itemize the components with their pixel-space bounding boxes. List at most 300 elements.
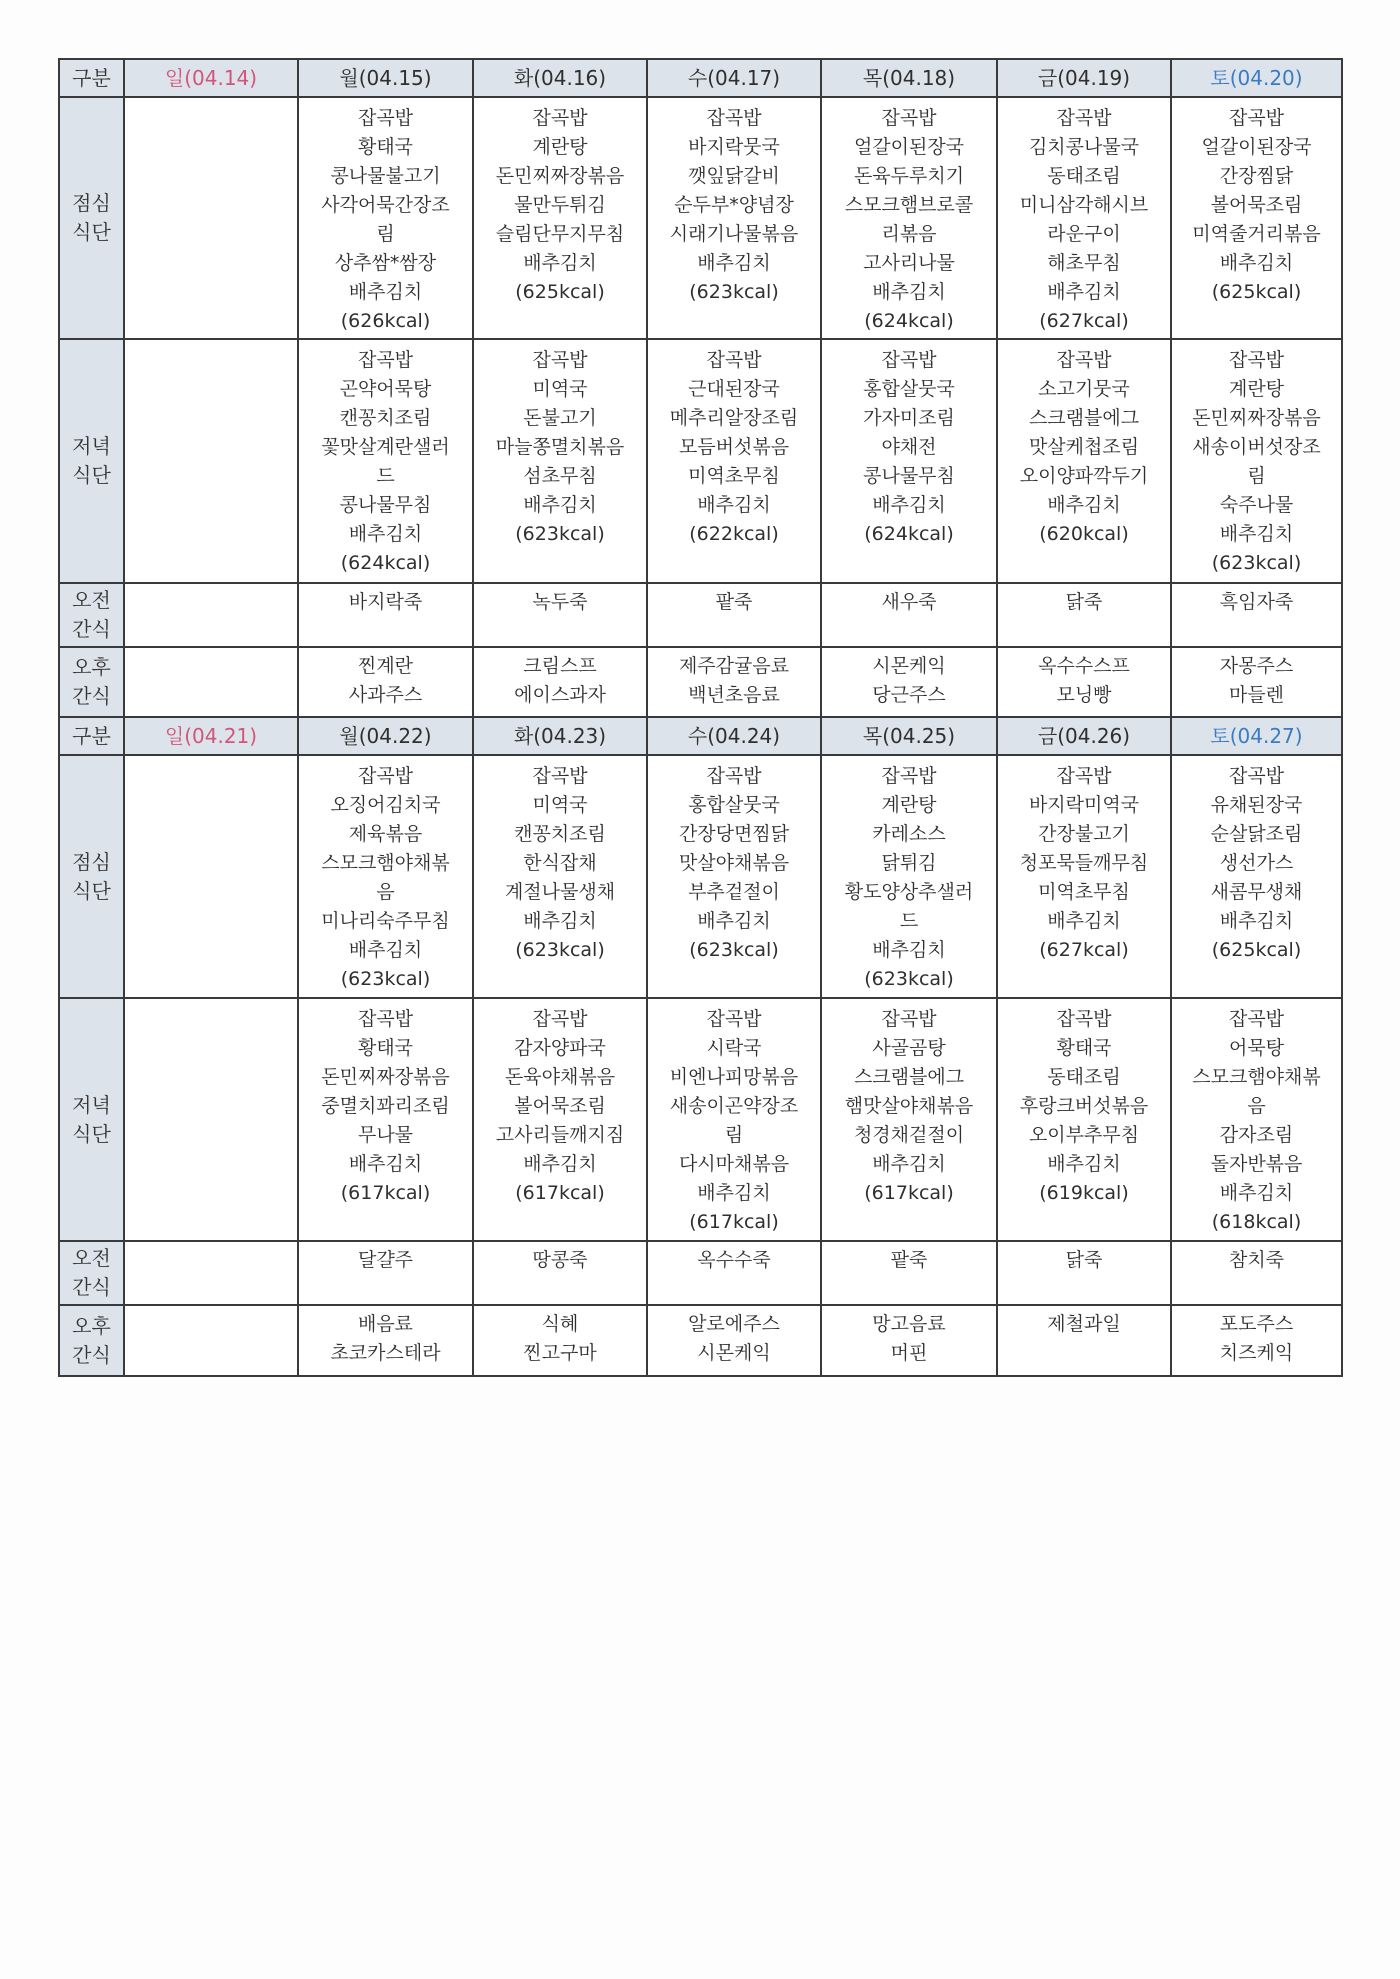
menu-item: 돈민찌짜장볶음	[1192, 407, 1321, 429]
menu-item: 자몽주스	[1219, 655, 1294, 677]
menu-item: 미역국	[532, 794, 588, 816]
menu-cell	[647, 1305, 821, 1376]
menu-cell	[647, 1241, 821, 1305]
menu-item: 새송이버섯장조	[1192, 436, 1321, 458]
menu-cell	[1171, 97, 1342, 339]
menu-cell	[997, 97, 1171, 339]
menu-item: 계란탕	[1228, 378, 1285, 400]
menu-cell	[298, 583, 473, 647]
menu-item: 잡곡밥	[1056, 765, 1112, 787]
menu-item: 흑임자죽	[1219, 591, 1294, 613]
menu-cell	[821, 97, 997, 339]
menu-item: 슬림단무지무침	[495, 223, 625, 245]
menu-item: 스모크햄브로콜	[844, 194, 974, 216]
menu-item: 콩나물무침	[339, 494, 432, 516]
day-header: 목(04.18)	[821, 59, 997, 97]
menu-item: 잡곡밥	[881, 1008, 937, 1030]
menu-item: 팥죽	[715, 591, 753, 613]
menu-item: 곤약어묵탕	[339, 378, 432, 400]
menu-item: 새우죽	[881, 591, 937, 613]
menu-item: 바지락죽	[348, 591, 423, 613]
menu-item: (624kcal)	[340, 552, 431, 574]
lunch-label	[59, 97, 124, 339]
menu-item: 돈육야채볶음	[504, 1066, 616, 1088]
menu-item: 돌자반볶음	[1210, 1153, 1303, 1175]
menu-item: 비엔나피망볶음	[669, 1066, 799, 1088]
label-line: 점심	[72, 849, 111, 874]
dinner-row	[59, 339, 1342, 583]
menu-item: 김치콩나물국	[1028, 136, 1140, 158]
menu-item: 야채전	[881, 436, 937, 458]
menu-item: 오이양파깍두기	[1019, 465, 1149, 487]
menu-item: 배추김치	[1047, 1153, 1121, 1175]
menu-item: 초코카스테라	[330, 1342, 441, 1364]
menu-item: 홍합살뭇국	[688, 794, 780, 816]
menu-item: 유채된장국	[1210, 794, 1303, 816]
menu-cell	[647, 647, 821, 717]
menu-item: 망고음료	[872, 1313, 946, 1335]
menu-item: 배추김치	[872, 494, 946, 516]
menu-item: (623kcal)	[689, 939, 779, 961]
menu-item: 근대된장국	[688, 378, 780, 400]
menu-cell	[298, 998, 473, 1241]
menu-item: 소고기뭇국	[1038, 378, 1130, 400]
menu-item: 치즈케익	[1219, 1342, 1294, 1364]
label-line: 간식	[72, 1342, 111, 1367]
lunch-label	[59, 755, 124, 998]
menu-item: (626kcal)	[340, 310, 431, 332]
menu-item: 시래기나물볶음	[669, 223, 799, 245]
day-header: 금(04.26)	[997, 717, 1171, 755]
menu-item: 찐계란	[357, 655, 414, 677]
menu-item: 제철과일	[1047, 1313, 1121, 1335]
menu-item: (625kcal)	[515, 281, 605, 303]
menu-item: (624kcal)	[864, 310, 954, 332]
menu-item: 배추김치	[872, 281, 946, 303]
menu-item: 잡곡밥	[357, 107, 414, 129]
menu-item: 배추김치	[348, 281, 423, 303]
menu-item: (627kcal)	[1039, 310, 1129, 332]
menu-item: (618kcal)	[1211, 1211, 1302, 1233]
menu-item: 잡곡밥	[881, 349, 937, 371]
menu-cell	[821, 583, 997, 647]
menu-item: 계란탕	[532, 136, 588, 158]
menu-item: 림	[376, 223, 395, 245]
menu-item: 모듬버섯볶음	[678, 436, 790, 458]
menu-item: 계절나물생채	[504, 881, 616, 903]
menu-cell	[1171, 1241, 1342, 1305]
menu-item: 식혜	[541, 1313, 579, 1335]
menu-item: 잡곡밥	[881, 765, 937, 787]
menu-cell	[124, 339, 298, 583]
day-header: 수(04.17)	[647, 59, 821, 97]
menu-item: 청경채겉절이	[853, 1124, 965, 1146]
menu-cell	[821, 339, 997, 583]
menu-item: 사과주스	[348, 684, 423, 706]
menu-cell	[473, 1305, 647, 1376]
menu-item: (623kcal)	[340, 968, 431, 990]
menu-cell	[647, 998, 821, 1241]
menu-item: 배추김치	[872, 939, 946, 961]
menu-cell	[124, 97, 298, 339]
menu-item: 배추김치	[1047, 281, 1121, 303]
menu-item: (625kcal)	[1211, 281, 1302, 303]
menu-item: 림	[724, 1124, 744, 1146]
menu-item: (623kcal)	[864, 968, 954, 990]
menu-item: 새콤무생채	[1210, 881, 1303, 903]
menu-item: 리볶음	[881, 223, 937, 245]
menu-item: 배추김치	[523, 910, 597, 932]
dinner-label	[59, 998, 124, 1241]
menu-item: 잡곡밥	[1056, 107, 1112, 129]
menu-item: 음	[1247, 1095, 1266, 1117]
menu-item: 미역줄거리볶음	[1192, 223, 1321, 245]
menu-item: 미나리숙주무침	[321, 910, 450, 932]
day-header: 일(04.14)	[124, 59, 298, 97]
menu-cell	[997, 998, 1171, 1241]
label-line: 오전	[72, 1246, 111, 1270]
menu-cell	[124, 755, 298, 998]
menu-item: (623kcal)	[515, 523, 605, 545]
label-line: 식단	[72, 878, 111, 903]
menu-item: 배추김치	[697, 910, 771, 932]
menu-item: 드	[899, 910, 919, 932]
menu-item: 배추김치	[697, 1182, 771, 1204]
menu-item: 캔꽁치조림	[514, 823, 606, 845]
meal-plan-table	[58, 58, 1343, 1377]
label-line: 식단	[72, 1121, 111, 1146]
menu-item: 배추김치	[523, 252, 597, 274]
afternoon-snack-row	[59, 647, 1342, 717]
menu-item: (617kcal)	[515, 1182, 605, 1204]
menu-item: 잡곡밥	[357, 1008, 414, 1030]
afternoon-snack-label	[59, 647, 124, 717]
menu-item: 팥죽	[890, 1249, 928, 1271]
menu-item: 바지락뭇국	[688, 136, 780, 158]
menu-item: 감자양파국	[514, 1037, 606, 1059]
menu-item: 백년초음료	[688, 684, 780, 706]
menu-item: (620kcal)	[1039, 523, 1129, 545]
menu-item: 잡곡밥	[532, 107, 588, 129]
menu-item: 배추김치	[1219, 910, 1294, 932]
menu-item: 잡곡밥	[706, 349, 762, 371]
menu-item: 참치죽	[1228, 1249, 1285, 1271]
menu-item: 머핀	[890, 1342, 928, 1364]
menu-item: (617kcal)	[689, 1211, 779, 1233]
menu-item: 배추김치	[1219, 252, 1294, 274]
menu-item: 중멸치꽈리조림	[321, 1095, 450, 1117]
menu-item: 드	[376, 465, 395, 487]
menu-item: 미니삼각해시브	[1019, 194, 1149, 216]
menu-item: 잡곡밥	[1056, 349, 1112, 371]
menu-item: 닭튀김	[881, 852, 937, 874]
label-line: 저녁	[72, 1092, 111, 1117]
menu-item: (622kcal)	[689, 523, 779, 545]
menu-item: 깻잎닭갈비	[688, 165, 780, 187]
menu-item: 사골곰탕	[872, 1037, 946, 1059]
menu-item: 무나물	[357, 1124, 414, 1146]
menu-cell	[821, 998, 997, 1241]
menu-cell	[647, 583, 821, 647]
menu-item: 시락국	[706, 1037, 762, 1059]
menu-cell	[997, 339, 1171, 583]
menu-cell	[298, 339, 473, 583]
menu-item: 생선가스	[1219, 852, 1294, 874]
menu-item: 잡곡밥	[706, 107, 762, 129]
menu-item: 돈민찌짜장볶음	[495, 165, 625, 187]
menu-item: 꽃맛살계란샐러	[321, 436, 450, 458]
day-header: 화(04.16)	[473, 59, 647, 97]
menu-item: 돈민찌짜장볶음	[321, 1066, 450, 1088]
menu-item: 섬초무침	[523, 465, 597, 487]
menu-item: 마들렌	[1228, 684, 1285, 706]
menu-item: 콩나물불고기	[330, 165, 441, 187]
menu-item: 감자조림	[1219, 1124, 1294, 1146]
label-line: 식단	[72, 463, 111, 487]
label-line: 오전	[72, 588, 111, 612]
menu-item: 순살닭조림	[1210, 823, 1303, 845]
menu-cell	[1171, 998, 1342, 1241]
day-header: 일(04.21)	[124, 717, 298, 755]
menu-item: (627kcal)	[1039, 939, 1129, 961]
morning-snack-row	[59, 583, 1342, 647]
menu-item: 배추김치	[523, 494, 597, 516]
menu-item: 림	[1247, 465, 1266, 487]
menu-cell	[473, 755, 647, 998]
morning-snack-row	[59, 1241, 1342, 1305]
menu-item: (623kcal)	[515, 939, 605, 961]
menu-item: 땅콩죽	[532, 1249, 588, 1271]
menu-item: 시몬케익	[872, 655, 946, 677]
menu-item: 잡곡밥	[1228, 765, 1285, 787]
menu-cell	[647, 755, 821, 998]
menu-item: 간장불고기	[1038, 823, 1130, 845]
menu-item: 크림스프	[523, 655, 597, 677]
menu-item: 잡곡밥	[357, 349, 414, 371]
menu-cell	[298, 647, 473, 717]
menu-item: 메추리알장조림	[669, 407, 799, 429]
menu-item: 스모크햄야채볶	[1192, 1066, 1321, 1088]
menu-item: (625kcal)	[1211, 939, 1302, 961]
menu-cell	[997, 1305, 1171, 1376]
menu-cell	[647, 339, 821, 583]
menu-cell	[124, 647, 298, 717]
menu-item: 카레소스	[872, 823, 946, 845]
menu-item: 돈육두루치기	[853, 165, 965, 187]
menu-item: 새송이곤약장조	[669, 1095, 799, 1117]
menu-cell	[298, 1241, 473, 1305]
label-line: 오후	[72, 655, 111, 679]
menu-item: 스크램블에그	[853, 1066, 965, 1088]
menu-item: 고사리나물	[863, 252, 955, 274]
menu-item: 당근주스	[872, 684, 946, 706]
menu-cell	[298, 97, 473, 339]
menu-item: 배추김치	[1219, 1182, 1294, 1204]
menu-cell	[1171, 583, 1342, 647]
category-header: 구분	[59, 59, 124, 97]
menu-item: 포도주스	[1219, 1313, 1294, 1335]
menu-item: 캔꽁치조림	[339, 407, 432, 429]
menu-item: 스모크햄야채볶	[321, 852, 450, 874]
label-line: 식단	[72, 220, 111, 244]
menu-cell	[1171, 755, 1342, 998]
morning-snack-label	[59, 583, 124, 647]
menu-item: 잡곡밥	[706, 1008, 762, 1030]
menu-item: 바지락미역국	[1028, 794, 1140, 816]
menu-item: 배추김치	[697, 252, 771, 274]
menu-item: 순두부*양념장	[674, 194, 794, 216]
menu-cell	[821, 1241, 997, 1305]
menu-cell	[124, 998, 298, 1241]
menu-item: 황태국	[1056, 1037, 1112, 1059]
menu-item: 옥수수스프	[1038, 655, 1130, 677]
menu-item: 볼어묵조림	[1210, 194, 1303, 216]
menu-item: 잡곡밥	[357, 765, 414, 787]
afternoon-snack-label	[59, 1305, 124, 1376]
menu-item: 후랑크버섯볶음	[1019, 1095, 1149, 1117]
label-line: 간식	[72, 617, 111, 641]
lunch-row	[59, 755, 1342, 998]
menu-cell	[1171, 339, 1342, 583]
menu-cell	[821, 1305, 997, 1376]
menu-item: 에이스과자	[514, 684, 606, 706]
menu-item: 간장찜닭	[1219, 165, 1294, 187]
menu-item: 잡곡밥	[1056, 1008, 1112, 1030]
lunch-row	[59, 97, 1342, 339]
menu-item: 미역초무침	[688, 465, 780, 487]
menu-item: 녹두죽	[532, 591, 588, 613]
menu-cell	[997, 755, 1171, 998]
menu-item: 황도양상추샐러	[844, 881, 974, 903]
menu-item: 맛살야채볶음	[678, 852, 790, 874]
menu-item: 잡곡밥	[1228, 349, 1285, 371]
menu-item: 음	[376, 881, 395, 903]
day-header: 토(04.27)	[1171, 717, 1342, 755]
day-header: 목(04.25)	[821, 717, 997, 755]
day-header: 월(04.15)	[298, 59, 473, 97]
menu-item: 배추김치	[697, 494, 771, 516]
week-header-row	[59, 717, 1342, 755]
category-header: 구분	[59, 717, 124, 755]
menu-item: 동태조림	[1047, 165, 1121, 187]
menu-item: 배추김치	[1047, 910, 1121, 932]
menu-item: 잡곡밥	[532, 765, 588, 787]
menu-item: 옥수수죽	[697, 1249, 771, 1271]
menu-cell	[124, 1241, 298, 1305]
menu-item: 스크램블에그	[1028, 407, 1140, 429]
menu-item: 배추김치	[348, 523, 423, 545]
menu-item: 홍합살뭇국	[863, 378, 955, 400]
menu-item: 제주감귤음료	[678, 655, 790, 677]
menu-cell	[997, 583, 1171, 647]
menu-item: 맛살케첩조림	[1028, 436, 1140, 458]
menu-cell	[997, 1241, 1171, 1305]
menu-cell	[298, 1305, 473, 1376]
day-header: 화(04.23)	[473, 717, 647, 755]
day-header: 수(04.24)	[647, 717, 821, 755]
menu-item: 찐고구마	[523, 1342, 597, 1364]
afternoon-snack-row	[59, 1305, 1342, 1376]
dinner-label	[59, 339, 124, 583]
menu-item: 얼갈이된장국	[1201, 136, 1312, 158]
menu-item: 달걀주	[357, 1249, 414, 1271]
menu-item: 닭죽	[1065, 1249, 1103, 1271]
label-line: 오후	[72, 1313, 111, 1338]
menu-item: 사각어묵간장조	[321, 194, 450, 216]
menu-item: 다시마채볶음	[678, 1153, 790, 1175]
menu-cell	[473, 97, 647, 339]
menu-cell	[124, 1305, 298, 1376]
menu-item: 얼갈이된장국	[853, 136, 965, 158]
menu-cell	[473, 583, 647, 647]
menu-item: 한식잡채	[523, 852, 597, 874]
label-line: 저녁	[72, 434, 111, 458]
menu-item: 배추김치	[1047, 494, 1121, 516]
menu-item: (617kcal)	[340, 1182, 431, 1204]
menu-item: 모닝빵	[1056, 684, 1112, 706]
menu-item: 황태국	[357, 1037, 414, 1059]
menu-item: 황태국	[357, 136, 414, 158]
menu-item: 햄맛살야채볶음	[844, 1095, 974, 1117]
menu-cell	[1171, 1305, 1342, 1376]
menu-cell	[1171, 647, 1342, 717]
menu-cell	[647, 97, 821, 339]
menu-item: 배추김치	[523, 1153, 597, 1175]
menu-item: (617kcal)	[864, 1182, 954, 1204]
menu-item: 콩나물무침	[863, 465, 955, 487]
menu-item: 청포묵들깨무침	[1019, 852, 1149, 874]
day-header: 금(04.19)	[997, 59, 1171, 97]
label-line: 점심	[72, 191, 111, 215]
menu-item: 닭죽	[1065, 591, 1103, 613]
menu-cell	[298, 755, 473, 998]
menu-cell	[473, 647, 647, 717]
menu-item: 볼어묵조림	[514, 1095, 606, 1117]
menu-cell	[821, 755, 997, 998]
menu-item: 배추김치	[872, 1153, 946, 1175]
menu-item: (623kcal)	[1211, 552, 1302, 574]
menu-item: 미역국	[532, 378, 588, 400]
menu-item: 잡곡밥	[881, 107, 937, 129]
menu-item: 간장당면찜닭	[678, 823, 790, 845]
day-header: 토(04.20)	[1171, 59, 1342, 97]
menu-item: 가자미조림	[863, 407, 955, 429]
label-line: 간식	[72, 684, 111, 708]
menu-item: 물만두튀김	[514, 194, 606, 216]
menu-item: 어묵탕	[1228, 1037, 1285, 1059]
menu-item: 시몬케익	[697, 1342, 771, 1364]
menu-cell	[473, 1241, 647, 1305]
menu-cell	[124, 583, 298, 647]
menu-cell	[821, 647, 997, 717]
menu-item: 상추쌈*쌈장	[334, 252, 437, 274]
week-header-row	[59, 59, 1342, 97]
menu-item: 배추김치	[1219, 523, 1294, 545]
menu-item: 부추겉절이	[688, 881, 780, 903]
menu-item: 고사리들깨지짐	[495, 1124, 625, 1146]
menu-item: 배추김치	[348, 1153, 423, 1175]
menu-item: 알로에주스	[688, 1313, 780, 1335]
menu-item: 잡곡밥	[532, 1008, 588, 1030]
label-line: 간식	[72, 1275, 111, 1299]
menu-item: 해초무침	[1047, 252, 1121, 274]
day-header: 월(04.22)	[298, 717, 473, 755]
menu-item: (623kcal)	[689, 281, 779, 303]
menu-item: 미역초무침	[1038, 881, 1130, 903]
menu-item: 오징어김치국	[330, 794, 441, 816]
menu-item: 라운구이	[1047, 223, 1121, 245]
menu-item: (619kcal)	[1039, 1182, 1129, 1204]
